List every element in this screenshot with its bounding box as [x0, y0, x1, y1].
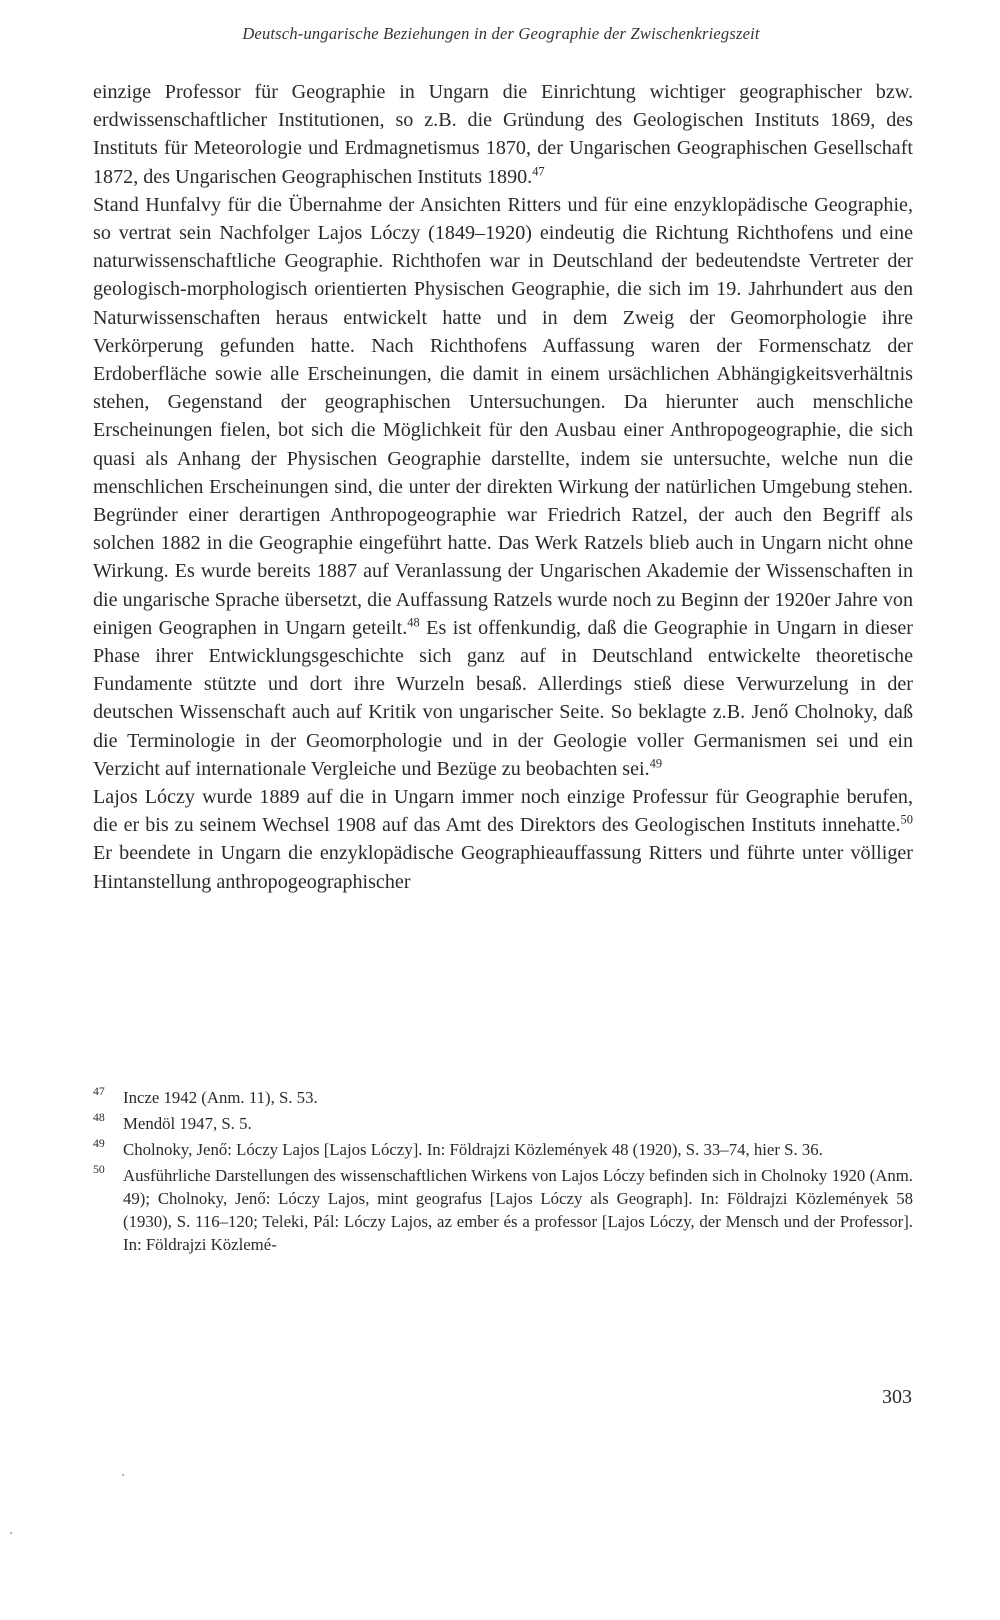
running-header: Deutsch-ungarische Beziehungen in der Geographie der Zwischenkriegszeit — [242, 24, 760, 43]
footnote-ref-47: 47 — [532, 163, 545, 178]
paragraph-2-text-b: Es ist offenkundig, daß die Geographie in Ungarn in dieser Phase ihrer Entwicklungsgeschichte sich ganz auf in Deutschland entwickelte theoretische Fundamente stützte und dort ihre Wurzeln besaß. Allerdings stieß diese Verwurzelung in der deutschen Wissenschaft auch auf Kritik von ungarischer Seite. So beklagte z.B. Jenő Cholnoky, daß die Terminologie in der Geomorphologie und in der Geologie voller Germanismen sei und ein Verzicht auf internationale Vergleiche und Bezüge zu beobachten sei. — [93, 616, 913, 780]
footnote-text: Ausführliche Darstellungen des wissenschaftlichen Wirkens von Lajos Lóczy befinden sich in Cholnoky 1920 (Anm. 49); Cholnoky, Jenő: Lóczy Lajos, mint geografus [Lajos Lóczy als Geograph]. In: Földrajzi Közlemények 58 (1930), S. 116–120; Teleki, Pál: Lóczy Lajos, az ember és a professor [Lajos Lóczy, der Mensch und der Professor]. In: Földrajzi Közlemé- — [123, 1166, 913, 1254]
footnotes — [93, 1086, 913, 1259]
scan-speck — [122, 1474, 124, 1476]
page-number: 303 — [882, 1386, 912, 1408]
footnote-number: 50 — [93, 1163, 105, 1176]
footnote-50 — [93, 1164, 913, 1256]
footnote-number: 47 — [93, 1085, 105, 1098]
footnote-number: 49 — [93, 1137, 105, 1150]
footnote-text: Cholnoky, Jenő: Lóczy Lajos [Lajos Lóczy]. In: Földrajzi Közlemények 48 (1920), S. 33–74, hier S. 36. — [123, 1140, 823, 1159]
footnote-text: Incze 1942 (Anm. 11), S. 53. — [123, 1088, 318, 1107]
paragraph-2-text-a: Stand Hunfalvy für die Übernahme der Ansichten Ritters und für eine enzyklopädische Geographie, so vertrat sein Nachfolger Lajos Lóczy (1849–1920) eindeutig die Richtung Richthofens und eine naturwissenschaftliche Geographie. Richthofen war in Deutschland der bedeutendste Vertreter der geologisch-morphologisch orientierten Physischen Geographie, die sich im 19. Jahrhundert aus den Naturwissenschaften heraus entwickelt hatte und in dem Zweig der Geomorphologie ihre Verkörperung gefunden hatte. Nach Richthofens Auffassung waren der Formenschatz der Erdoberfläche sowie alle Erscheinungen, die damit in einem ursächlichen Abhängigkeitsverhältnis stehen, Gegenstand der geographischen Untersuchungen. Da hierunter auch menschliche Erscheinungen fielen, bot sich die Möglichkeit für den Ausbau einer Anthropogeographie, die sich quasi als Anhang der Physischen Geographie darstellte, indem sie untersuchte, welche nun die menschlichen Erscheinungen sind, die unter der direkten Wirkung der natürlichen Umgebung stehen. Begründer einer derartigen Anthropogeographie war Friedrich Ratzel, der auch den Begriff als solchen 1882 in die Geographie eingeführt hatte. Das Werk Ratzels blieb auch in Ungarn nicht ohne Wirkung. Es wurde bereits 1887 auf Veranlassung der Ungarischen Akademie der Wissenschaften in die ungarische Sprache übersetzt, die Auffassung Ratzels wurde noch zu Beginn der 1920er Jahre von einigen Geographen in Ungarn geteilt. — [93, 193, 913, 639]
main-text — [93, 78, 913, 896]
footnote-ref-50: 50 — [900, 812, 913, 827]
scan-speck — [10, 1532, 12, 1534]
paragraph-3 — [93, 783, 913, 896]
footnote-ref-48: 48 — [407, 615, 420, 630]
footnote-48 — [93, 1112, 913, 1135]
paragraph-1-text: einzige Professor für Geographie in Ungarn die Einrichtung wichtiger geographischer bzw. erdwissenschaftlicher Institutionen, so z.B. die Gründung des Geologischen Instituts 1869, des Instituts für Meteorologie und Erdmagnetismus 1870, der Ungarischen Geographischen Gesellschaft 1872, des Ungarischen Geographischen Instituts 1890. — [93, 81, 913, 188]
paragraph-3-text-a: Lajos Lóczy wurde 1889 auf die in Ungarn immer noch einzige Professur für Geographie berufen, die er bis zu seinem Wechsel 1908 auf das Amt des Direktors des Geologischen Instituts innehatte. — [93, 786, 913, 837]
paragraph-3-text-b: Er beendete in Ungarn die enzyklopädische Geographieauffassung Ritters und führte unter völliger Hintanstellung anthropogeographischer — [93, 842, 913, 893]
footnote-49 — [93, 1138, 913, 1161]
footnote-number: 48 — [93, 1111, 105, 1124]
footnote-47 — [93, 1086, 913, 1109]
paragraph-2 — [93, 191, 913, 783]
footnote-text: Mendöl 1947, S. 5. — [123, 1114, 252, 1133]
footnote-ref-49: 49 — [649, 756, 663, 771]
paragraph-1 — [93, 78, 913, 191]
